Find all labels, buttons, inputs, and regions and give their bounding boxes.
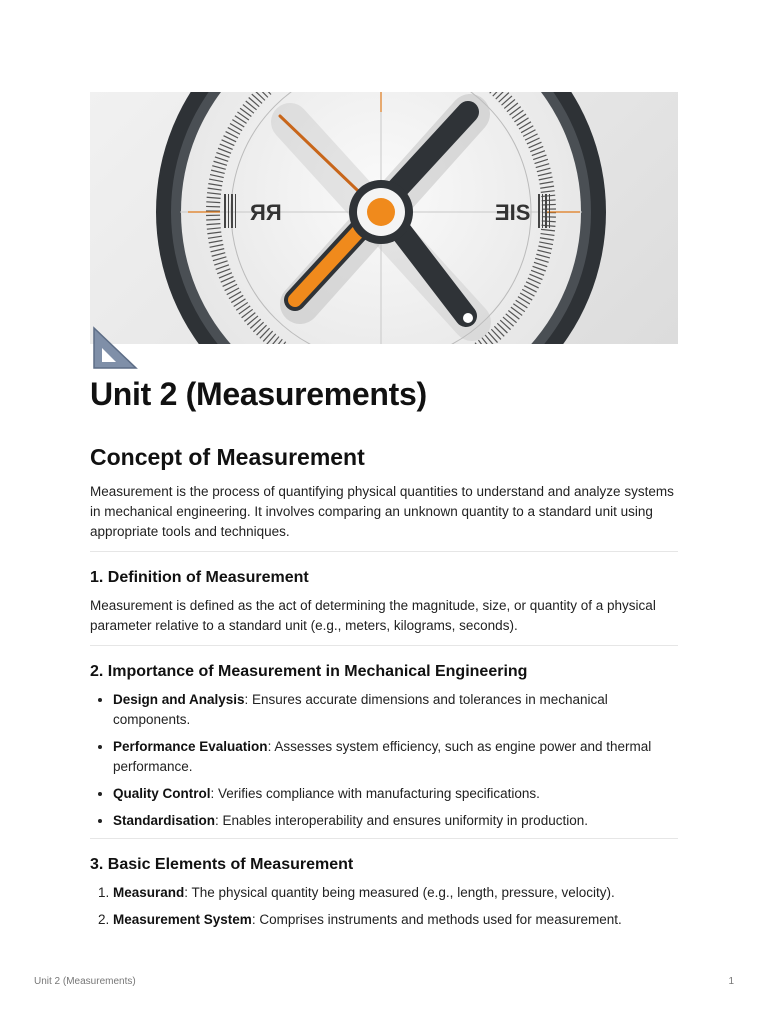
- list-item: [113, 690, 678, 730]
- list-item: [113, 784, 678, 804]
- gauge-illustration: [90, 92, 678, 344]
- list-item: [113, 910, 678, 930]
- subsection-heading: 3. Basic Elements of Measurement: [90, 856, 354, 873]
- list-item-term: Standardisation: [113, 813, 216, 828]
- section-paragraph: Measurement is the process of quantifying physical quantities to understand and analyze systems in mechanical engineering. It involves comparing an unknown quantity to a standard unit using appropriate tools and techniques.: [90, 484, 674, 539]
- list-item: [113, 737, 678, 777]
- divider: [90, 645, 678, 646]
- document-body: [90, 440, 678, 937]
- list-item-desc: : Verifies compliance with manufacturing specifications.: [210, 786, 540, 801]
- footer-doc-title: Unit 2 (Measurements): [34, 976, 136, 987]
- subsection-heading: 2. Importance of Measurement in Mechanical Engineering: [90, 663, 528, 680]
- list-item-term: Performance Evaluation: [113, 739, 268, 754]
- gauge-hub: [367, 198, 395, 226]
- list-item: [113, 883, 678, 903]
- dial-label-right: ƎIS: [495, 200, 531, 225]
- list-item-desc: : The physical quantity being measured (e.g., length, pressure, velocity).: [184, 885, 615, 900]
- subsection-heading: 1. Definition of Measurement: [90, 569, 309, 586]
- list-item-term: Measurand: [113, 885, 185, 900]
- divider: [90, 551, 678, 552]
- list-item-desc: : Assesses system efficiency, such as engine power and thermal performance.: [113, 739, 652, 774]
- page-number: 1: [728, 976, 734, 987]
- section-paragraph: Measurement is defined as the act of determining the magnitude, size, or quantity of a physical parameter relative to a standard unit (e.g., meters, kilograms, seconds).: [90, 598, 656, 633]
- list-item: [113, 811, 678, 831]
- divider: [90, 838, 678, 839]
- cover-image: [90, 92, 678, 344]
- bullet-list: [90, 690, 678, 831]
- page-footer: [34, 976, 734, 987]
- section-elements: [90, 853, 678, 930]
- page-title: Unit 2 (Measurements): [90, 376, 427, 412]
- dial-label-left: ЯЯ: [250, 200, 282, 225]
- section-heading: Concept of Measurement: [90, 444, 365, 470]
- list-item-term: Measurement System: [113, 912, 252, 927]
- list-item-desc: : Enables interoperability and ensures uniformity in production.: [215, 813, 588, 828]
- list-item-desc: : Ensures accurate dimensions and tolerances in mechanical components.: [113, 692, 608, 727]
- section-concept: [90, 440, 678, 542]
- section-importance: [90, 660, 678, 831]
- list-item-term: Design and Analysis: [113, 692, 245, 707]
- list-item-desc: : Comprises instruments and methods used for measurement.: [251, 912, 622, 927]
- list-item-term: Quality Control: [113, 786, 211, 801]
- numbered-list: [90, 883, 678, 930]
- set-square-icon: [90, 322, 138, 370]
- section-definition: [90, 566, 678, 636]
